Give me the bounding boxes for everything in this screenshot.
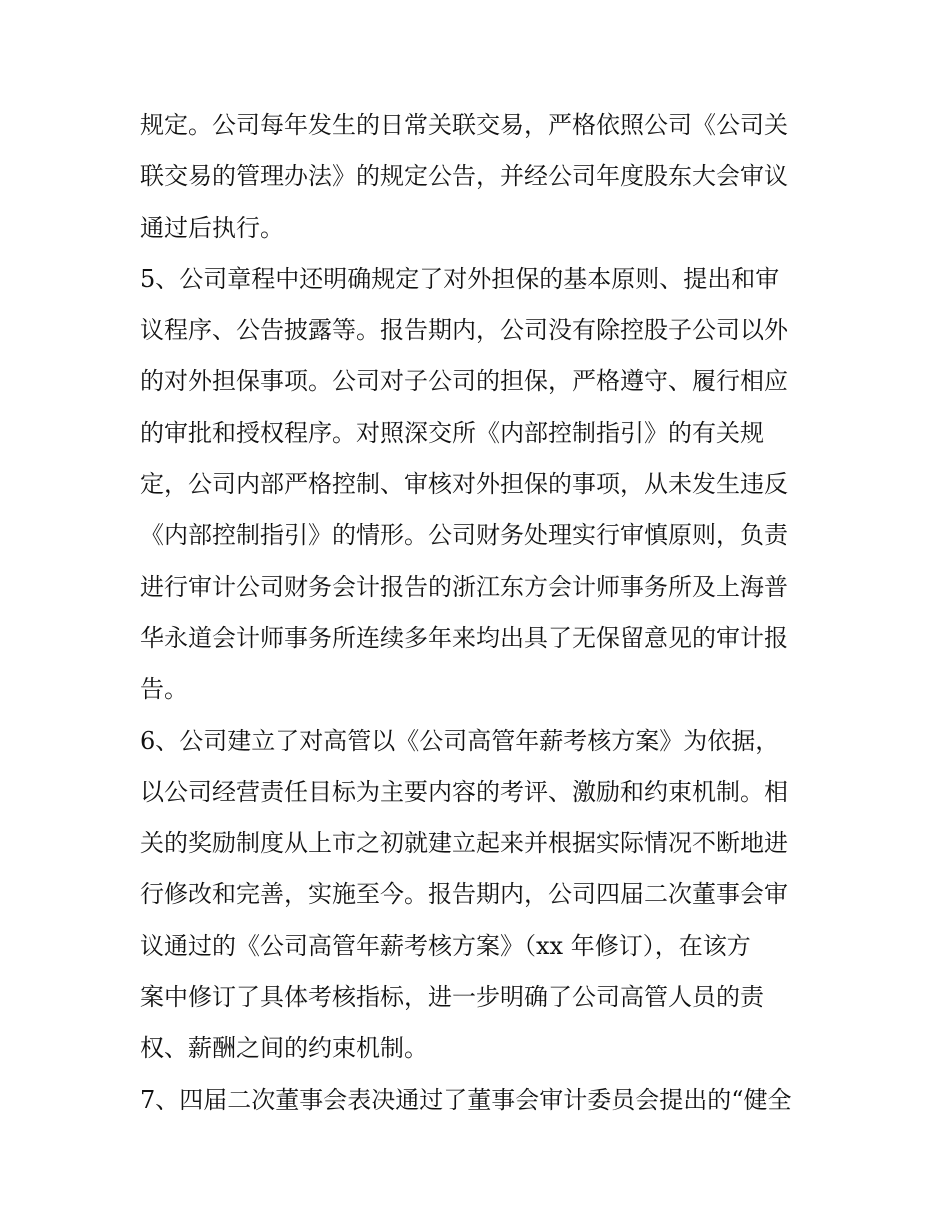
text-line: 《内部控制指引》的情形。公司财务处理实行审慎原则，负责 — [140, 521, 788, 550]
text-line: 行修改和完善，实施至今。报告期内，公司四届二次董事会审 — [140, 880, 788, 909]
text-line: 华永道会计师事务所连续多年来均出具了无保留意见的审计报 — [140, 623, 788, 652]
text-line: 规定。公司每年发生的日常关联交易，严格依照公司《公司关 — [140, 111, 788, 139]
text-line: 关的奖励制度从上市之初就建立起来并根据实际情况不断地进 — [140, 829, 788, 858]
text-line: 告。 — [140, 675, 188, 704]
text-line: 以公司经营责任目标为主要内容的考评、激励和约束机制。相 — [140, 777, 788, 806]
text-line: 案中修订了具体考核指标，进一步明确了公司高管人员的责 — [140, 983, 764, 1012]
text-line: 6、公司建立了对高管以《公司高管年薪考核方案》为依据， — [140, 726, 780, 755]
text-line: 的对外担保事项。公司对子公司的担保，严格遵守、履行相应 — [140, 367, 788, 396]
text-line: 进行审计公司财务会计报告的浙江东方会计师事务所及上海普 — [140, 572, 788, 601]
body-text — [140, 100, 820, 1126]
text-line: 通过后执行。 — [140, 213, 284, 242]
text-line: 议通过的《公司高管年薪考核方案》（xx 年修订），在该方 — [140, 931, 751, 960]
text-line: 7、四届二次董事会表决通过了董事会审计委员会提出的“健全 — [140, 1085, 792, 1114]
text-line: 的审批和授权程序。对照深交所《内部控制指引》的有关规 — [140, 418, 764, 447]
text-line: 权、薪酬之间的约束机制。 — [140, 1034, 428, 1063]
text-line: 定，公司内部严格控制、审核对外担保的事项，从未发生违反 — [140, 470, 788, 499]
text-line: 议程序、公告披露等。报告期内，公司没有除控股子公司以外 — [140, 316, 788, 345]
text-line: 5、公司章程中还明确规定了对外担保的基本原则、提出和审 — [140, 264, 780, 293]
text-line: 联交易的管理办法》的规定公告，并经公司年度股东大会审议 — [140, 162, 788, 191]
